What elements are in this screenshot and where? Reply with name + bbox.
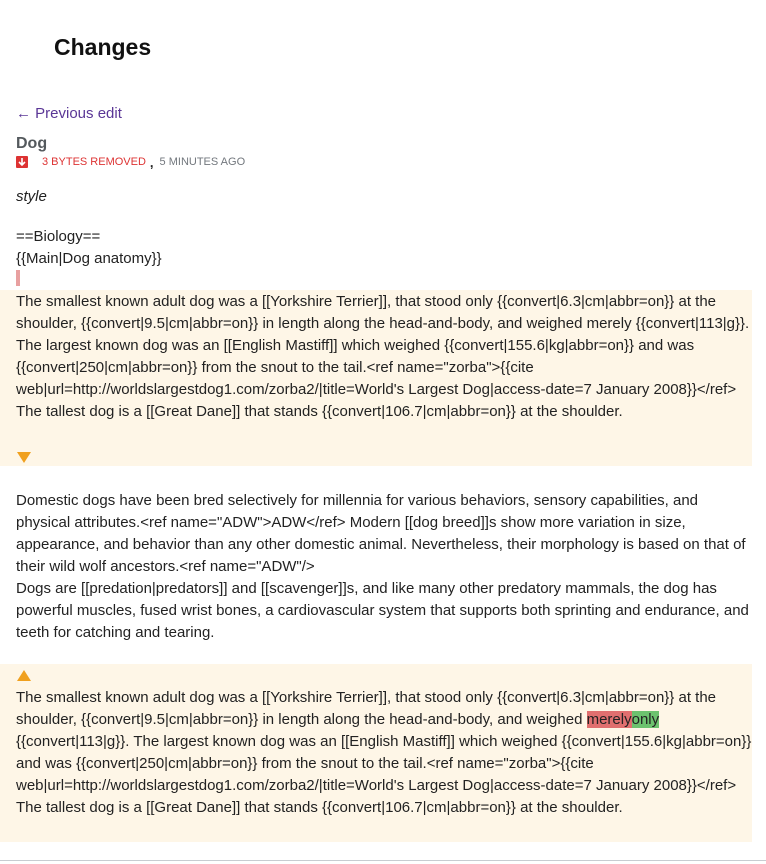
page-title: Changes xyxy=(54,34,152,60)
edit-summary: style xyxy=(16,188,47,205)
new-paragraph-text xyxy=(16,687,754,819)
revision-meta xyxy=(16,154,245,170)
change-marker xyxy=(16,270,20,286)
diff-context-top: ==Biology== {{Main|Dog anatomy}} xyxy=(16,228,162,267)
inserted-word: only xyxy=(631,711,660,728)
deleted-word: merely xyxy=(586,711,632,728)
bottom-divider xyxy=(0,860,766,861)
meta-separator: , xyxy=(149,154,154,170)
new-text-after: {{convert|113|g}}. The largest known dog was an [[English Mastiff]] which weighed {{convert|155.6|kg|abbr=on}} and was {{convert|250|cm|abbr=on}} from the snout to the tail.<ref name="zorba">{{cite web|url=http://worldslargestdog1.com/zorba2/|title=World's Largest Dog|access-date=7 January 2008}}</ref> The tallest dog is a [[Great Dane]] that stands {{convert|106.7|cm|abbr=on}} at the shoulder. xyxy=(16,733,752,816)
collapse-down-icon[interactable] xyxy=(17,452,31,463)
bytes-removed-label: 3 BYTES REMOVED xyxy=(42,156,146,168)
previous-edit-link[interactable]: ← Previous edit xyxy=(16,105,122,122)
time-ago: 5 MINUTES AGO xyxy=(159,156,246,168)
old-paragraph-text: The smallest known adult dog was a [[Yorkshire Terrier]], that stood only {{convert|6.3|cm|abbr=on}} at the shoulder, {{convert|9.5|cm|abbr=on}} in length along the head-and-body, and weighed merely {{convert|113|g}}. The largest known dog was an [[English Mastiff]] which weighed {{convert|155.6|kg|abbr=on}} and was {{convert|250|cm|abbr=on}} from the snout to the tail.<ref name="zorba">{{cite web|url=http://worldslargestdog1.com/zorba2/|title=World's Largest Dog|access-date=7 January 2008}}</ref> The tallest dog is a [[Great Dane]] that stands {{convert|106.7|cm|abbr=on}} at the shoulder. xyxy=(16,293,750,420)
article-title[interactable]: Dog xyxy=(16,135,48,152)
diff-context-middle: Domestic dogs have been bred selectively for millennia for various behaviors, sensory capabilities, and physical attributes.<ref name="ADW">ADW</ref> Modern [[dog breed]]s show more variation in size, appearance, and behavior than any other domestic animal. Nevertheless, their morphology is based on that of their wild wolf ancestors.<ref name="ADW"/> Dogs are [[predation|predators]] and [[scavenger]]s, and like many other predatory mammals, the dog has powerful muscles, fused wrist bones, a cardiovascular system that supports both sprinting and endurance, and teeth for catching and tearing. xyxy=(16,492,749,641)
collapse-up-icon[interactable] xyxy=(17,670,31,681)
bytes-removed-icon xyxy=(16,156,28,168)
new-text-before: The smallest known adult dog was a [[Yorkshire Terrier]], that stood only {{convert|6.3|cm|abbr=on}} at the shoulder, {{convert|9.5|cm|abbr=on}} in length along the head-and-body, and weighed xyxy=(16,689,717,728)
